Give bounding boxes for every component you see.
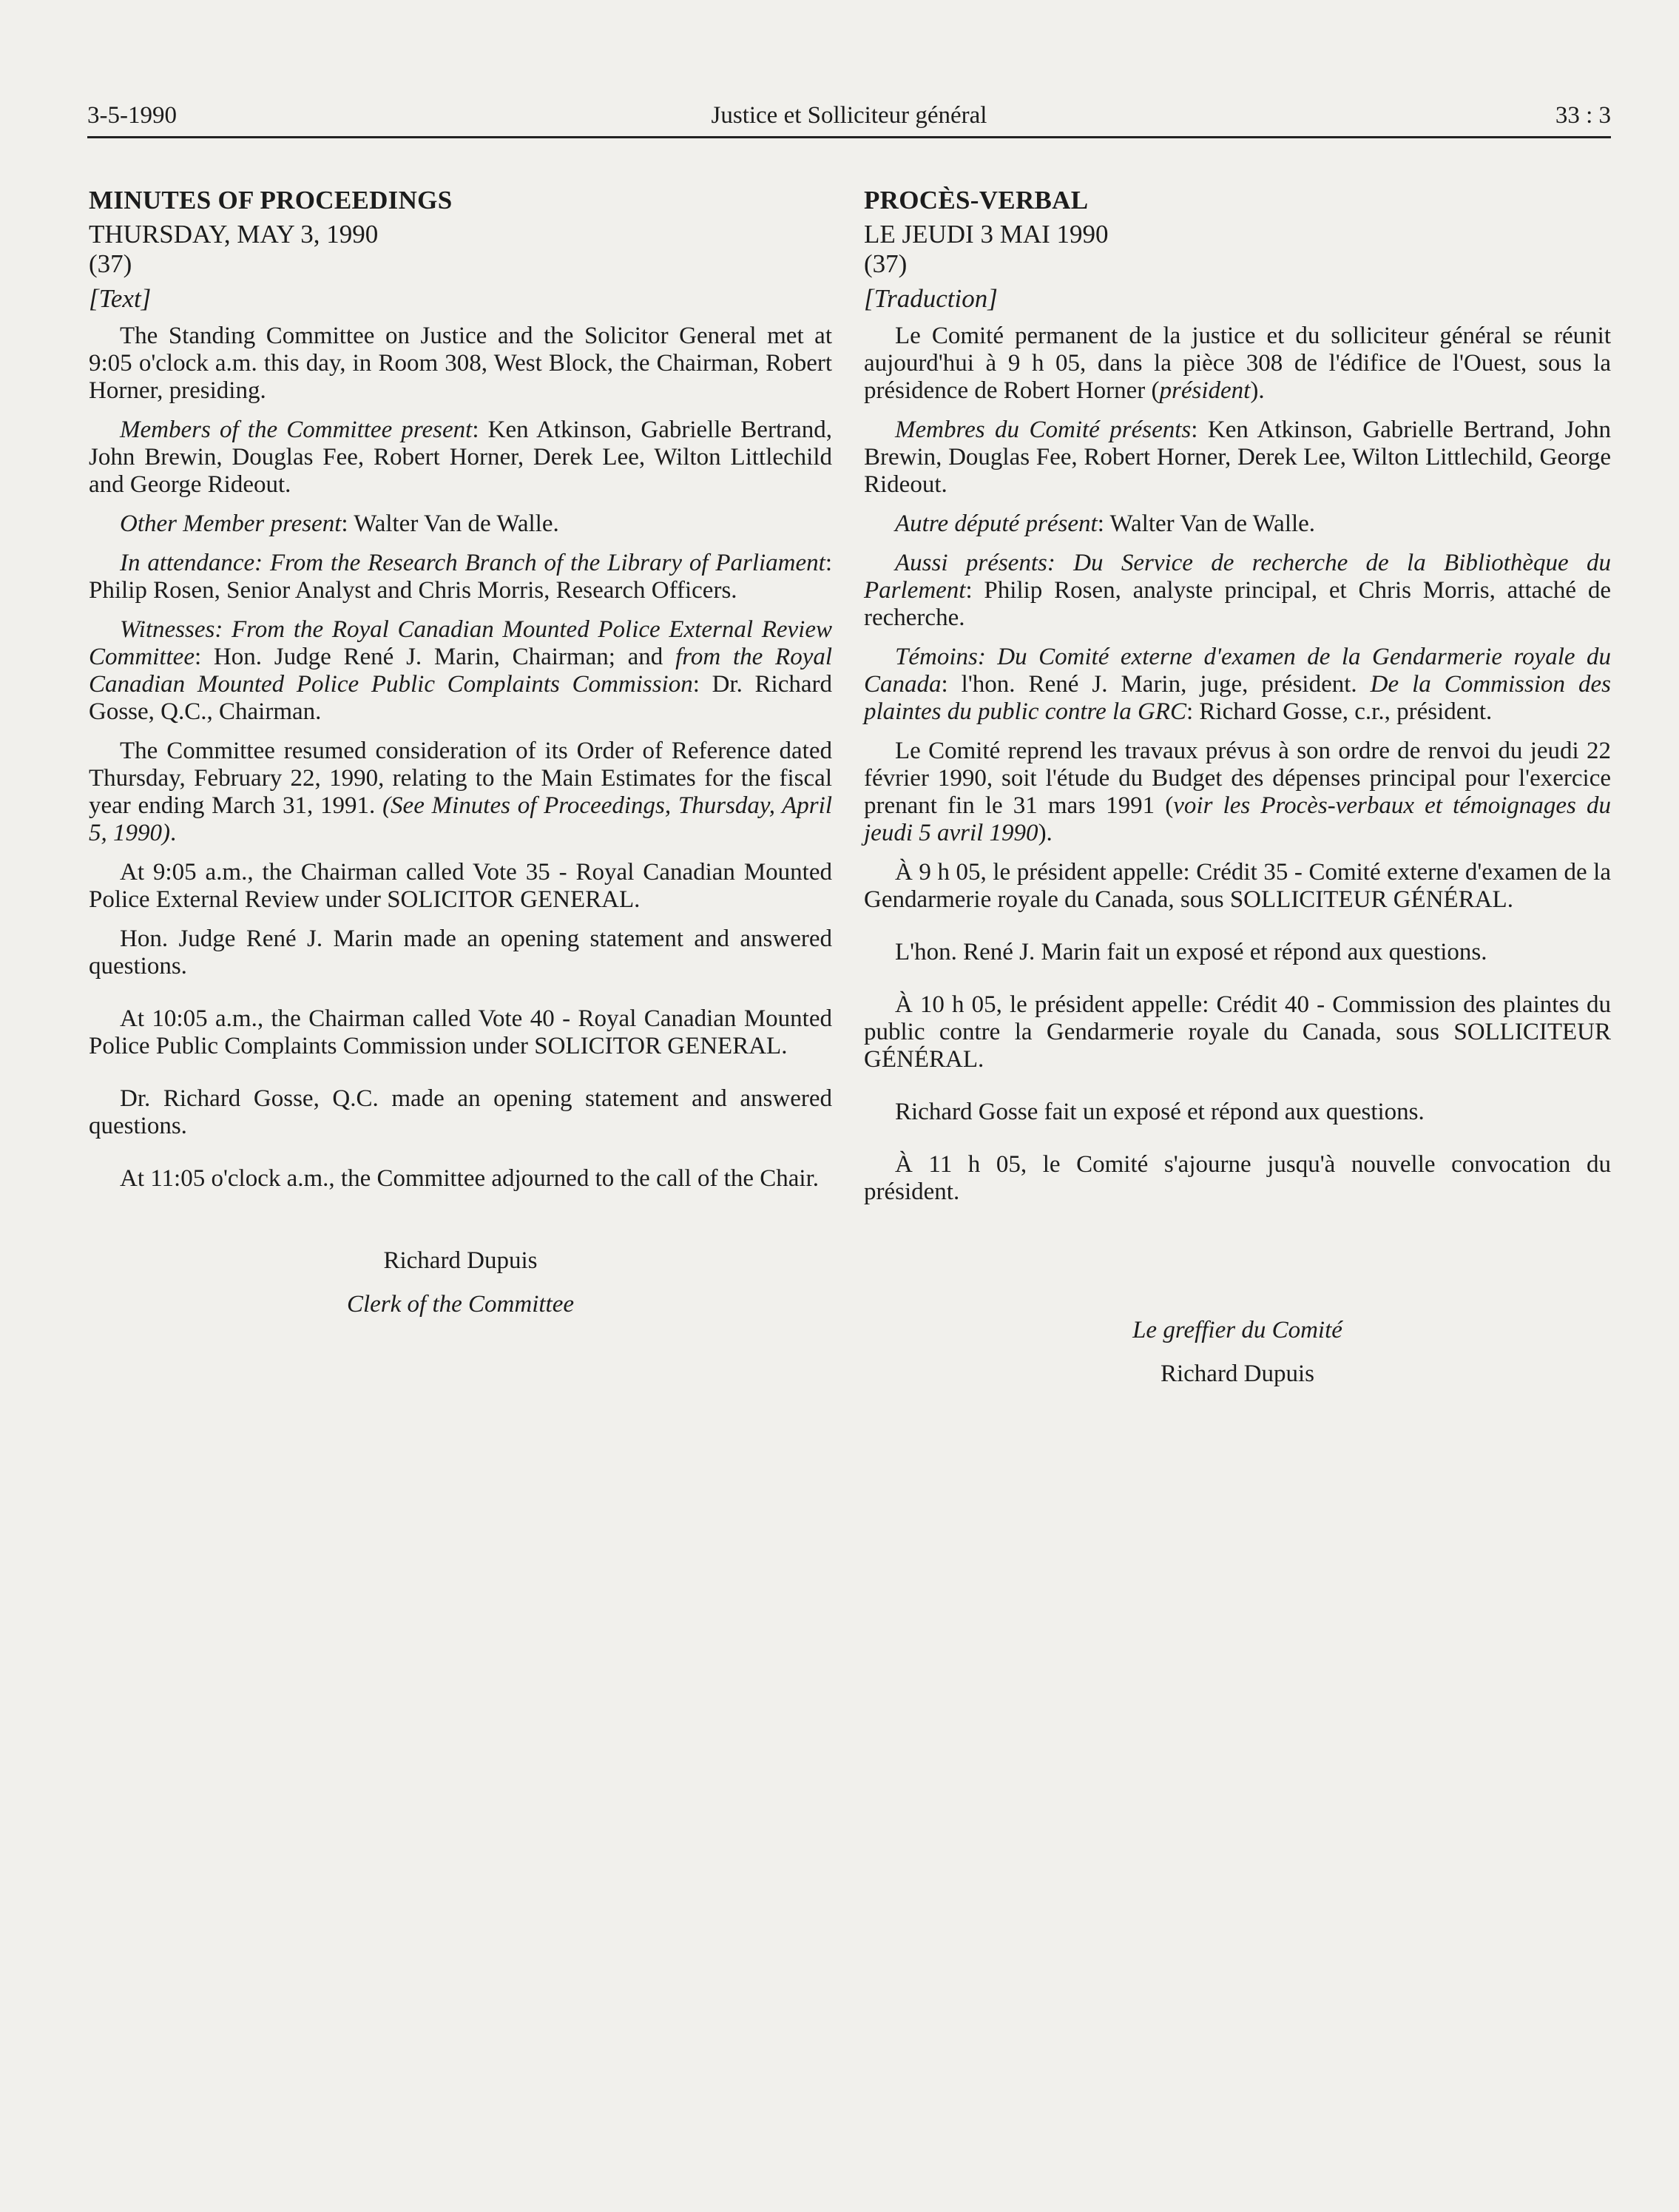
fr-attendance-label: Aussi présents [895,550,1047,576]
en-members-paragraph [89,417,832,499]
fr-other-member-paragraph [864,510,1611,538]
en-other-member: : Walter Van de Walle. [341,510,559,537]
en-resumed-reference: (See Minutes of Proceedings, Thursday, April 5, 1990) [89,792,832,846]
en-witnesses-paragraph [89,616,832,726]
header-page-number: 33 : 3 [1555,102,1611,129]
en-witness-2: : Dr. Richard Gosse, Q.C., Chairman. [89,671,832,725]
en-attendance-list: : Philip Rosen, Senior Analyst and Chris Morris, Research Officers. [89,550,832,604]
fr-witnesses-paragraph [864,644,1611,726]
fr-witness-2: : Richard Gosse, c.r., président. [1186,698,1493,725]
fr-adjourn-paragraph: À 11 h 05, le Comité s'ajourne jusqu'à nouvelle convocation du président. [864,1151,1611,1205]
fr-members-paragraph [864,417,1611,499]
fr-signature-role: Le greffier du Comité [1132,1317,1342,1343]
en-gosse-paragraph: Dr. Richard Gosse, Q.C. made an opening statement and answered questions. [89,1085,832,1139]
fr-members-list: : Ken Atkinson, Gabrielle Bertrand, John Brewin, Douglas Fee, Robert Horner, Derek Lee, Wilton Littlechild, George Rideout. [864,417,1611,498]
fr-marin-paragraph: L'hon. René J. Marin fait un exposé et répond aux questions. [895,939,1487,965]
en-text-tag: [Text] [89,284,152,313]
fr-heading: PROCÈS-VERBAL [864,186,1089,215]
en-opening-paragraph: The Standing Committee on Justice and the Solicitor General met at 9:05 o'clock a.m. this day, in Room 308, West Block, the Chairman, Robert Horner, presiding. [89,323,832,404]
en-resumed-paragraph [89,738,832,847]
en-signature-role: Clerk of the Committee [346,1291,575,1318]
running-header [87,102,1611,138]
fr-opening-a: Le Comité permanent de la justice et du solliciteur général se réunit aujourd'hui à 9 h 05, dans la pièce 308 de l'édifice de l'Ouest, sous la présidence de Robert Horner ( [864,323,1611,404]
fr-vote-40-paragraph: À 10 h 05, le président appelle: Crédit 40 - Commission des plaintes du public contre la Gendarmerie royale du Canada, sous SOLLICITEUR GÉNÉRAL. [864,991,1611,1073]
fr-witnesses-label: Témoins [895,644,978,670]
fr-attendance-paragraph [864,550,1611,632]
en-attendance-label: In attendance [120,550,255,576]
en-attendance-from: : From the Research Branch of the Library of Parliament [254,550,825,576]
en-witnesses-from-2: from the Royal Canadian Mounted Police Public Complaints Commission [89,644,833,698]
fr-signature-name: Richard Dupuis [1160,1360,1315,1387]
en-signature-name: Richard Dupuis [383,1247,538,1274]
fr-opening-c: ). [1250,377,1265,404]
english-column [89,186,832,1318]
en-number: (37) [89,249,132,278]
en-witnesses-from-1: : From the Royal Canadian Mounted Police External Review Committee [89,616,832,670]
fr-witness-1: : l'hon. René J. Marin, juge, président. [941,671,1371,698]
fr-other-member: : Walter Van de Walle. [1097,510,1316,537]
french-column [864,186,1611,1388]
en-resumed-text: The Committee resumed consideration of its Order of Reference dated Thursday, February 22, 1990, relating to the Main Estimates for the fiscal year ending March 31, 1991. [89,738,832,819]
fr-members-label: Membres du Comité présents [895,417,1192,443]
header-title: Justice et Solliciteur général [711,102,987,129]
fr-attendance-from: : Du Service de recherche de la Bibliothèque du Parlement [864,550,1612,604]
fr-resumed-text: Le Comité reprend les travaux prévus à son ordre de renvoi du jeudi 22 février 1990, soit l'étude du Budget des dépenses principal pour l'exercice prenant fin le 31 mars 1991 ( [864,738,1611,819]
fr-gosse-paragraph: Richard Gosse fait un exposé et répond aux questions. [895,1099,1425,1125]
fr-attendance-list: : Philip Rosen, analyste principal, et Chris Morris, attaché de recherche. [864,577,1611,631]
fr-resumed-end: ). [1038,820,1053,846]
en-members-list: : Ken Atkinson, Gabrielle Bertrand, John Brewin, Douglas Fee, Robert Horner, Derek Lee, Wilton Littlechild and George Rideout. [89,417,832,498]
fr-opening-paragraph [864,323,1611,405]
fr-number: (37) [864,249,908,278]
en-marin-paragraph: Hon. Judge René J. Marin made an opening statement and answered questions. [89,925,832,979]
fr-opening-b: président [1159,377,1251,404]
en-date: THURSDAY, MAY 3, 1990 [89,220,379,249]
en-adjourn-paragraph: At 11:05 o'clock a.m., the Committee adjourned to the call of the Chair. [120,1165,819,1192]
fr-resumed-reference: voir les Procès-verbaux et témoignages du jeudi 5 avril 1990 [864,792,1611,846]
en-heading: MINUTES OF PROCEEDINGS [89,186,453,215]
fr-date: LE JEUDI 3 MAI 1990 [864,220,1109,249]
fr-witnesses-from-2: De la Commission des plaintes du public contre la GRC [864,671,1611,725]
en-witnesses-label: Witnesses [120,616,215,643]
fr-vote-35-paragraph: À 9 h 05, le président appelle: Crédit 35 - Comité externe d'examen de la Gendarmerie royale du Canada, sous SOLLICITEUR GÉNÉRAL. [864,859,1611,913]
en-members-label: Members of the Committee present [120,417,473,443]
en-witness-1: : Hon. Judge René J. Marin, Chairman; and [194,644,676,670]
header-date: 3-5-1990 [87,102,177,129]
en-resumed-end: . [170,820,177,846]
en-vote-40-paragraph: At 10:05 a.m., the Chairman called Vote 40 - Royal Canadian Mounted Police Public Complaints Commission under SOLICITOR GENERAL. [89,1005,832,1059]
en-other-label: Other Member present [120,510,342,537]
en-vote-35-paragraph: At 9:05 a.m., the Chairman called Vote 35 - Royal Canadian Mounted Police External Review under SOLICITOR GENERAL. [89,859,832,913]
fr-resumed-paragraph [864,738,1611,847]
fr-text-tag: [Traduction] [864,284,998,313]
en-other-member-paragraph [89,510,832,538]
fr-witnesses-from-1: : Du Comité externe d'examen de la Gendarmerie royale du Canada [864,644,1611,698]
en-attendance-paragraph [89,550,832,604]
fr-other-label: Autre député présent [895,510,1098,537]
